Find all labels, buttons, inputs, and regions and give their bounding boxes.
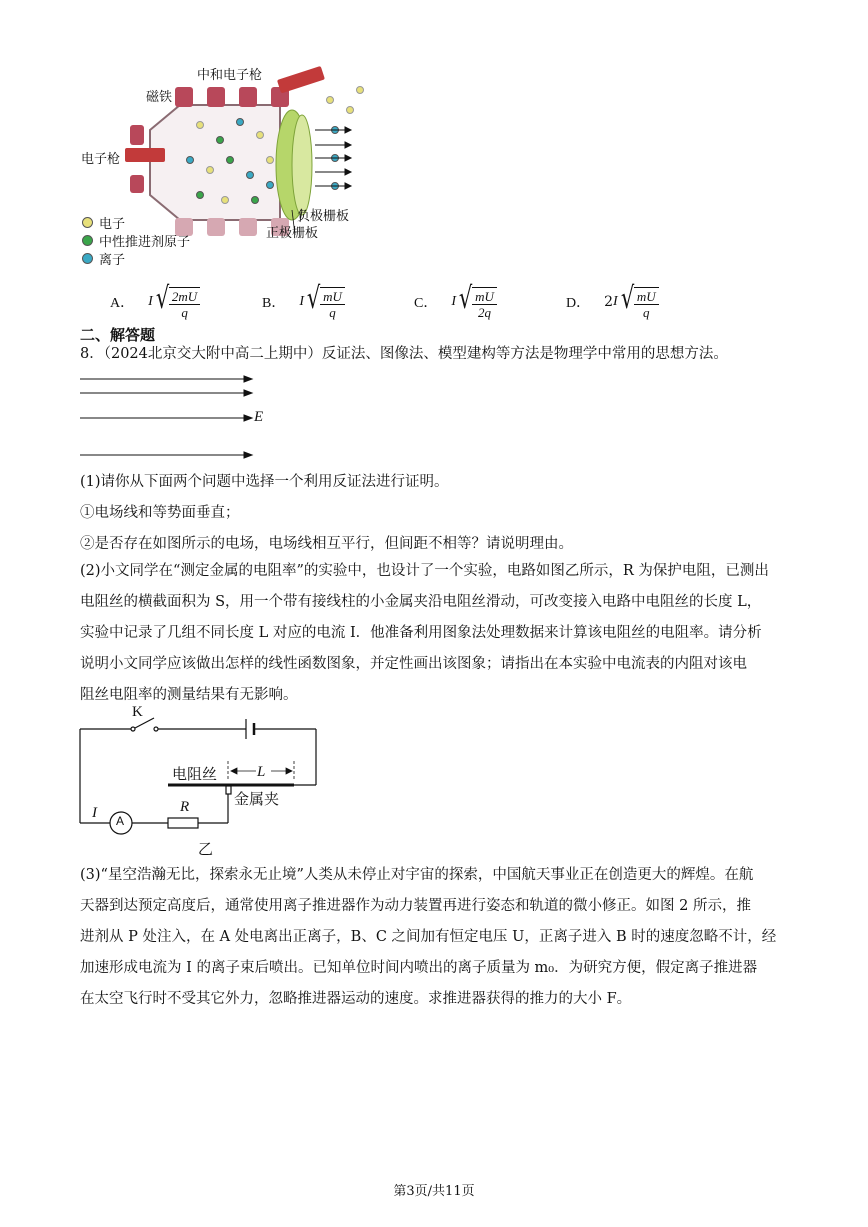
section-title: 二、解答题 — [80, 326, 156, 344]
neutral-gun — [277, 66, 325, 94]
label-resistor-r: R — [180, 799, 190, 815]
electron-gun — [125, 148, 165, 162]
field-label-e: E — [254, 409, 264, 425]
label-current-i: I — [92, 805, 97, 821]
option-b[interactable]: B． I √ $\frac{mU}{q}$ — [262, 283, 345, 320]
magnet-top-1 — [175, 87, 193, 107]
legend-ion: 离子 — [82, 249, 125, 268]
label-metal-clip: 金属夹 — [234, 790, 280, 808]
q8-part2: (2)小文同学在“测定金属的电阻率”的实验中，也设计了一个实验，电路如图乙所示，R 为保护电阻，已测出 电阻丝的横截面积为 S，用一个带有接线柱的小金属夹沿电阻丝滑动，可改变接入电路中电阻丝的长度 L， 实验中记录了几组不同长度 L 对应的电流 I．他准备利用图象法处理数据来计算该电阻丝的电阻率。请分析 说明小文同学应该做出怎样的线性函数图象，并定性画出该图象；请指出在本实验中电流表的内阻对该电 阻丝电阻率的测量结果有无影响。 — [80, 563, 769, 703]
label-pos-grid: 正极栅板 — [266, 226, 319, 241]
field-lines-figure — [78, 370, 278, 460]
ion-arrows — [315, 127, 351, 189]
magnet-side-2 — [130, 175, 144, 193]
neg-grid — [292, 115, 312, 215]
option-d[interactable]: D． 2 I √ $\frac{mU}{q}$ — [566, 283, 659, 320]
label-neutral-gun: 中和电子枪 — [197, 68, 263, 83]
legend-electron: 电子 — [82, 213, 125, 232]
page-footer: 第3页/共11页 — [393, 1184, 475, 1199]
q8-part1: (1)请你从下面两个问题中选择一个利用反证法进行证明。 ①电场线和等势面垂直； ②是否存在如图所示的电场，电场线相互平行，但间距不相等？请说明理由。 — [80, 474, 573, 552]
electron-dot — [82, 217, 93, 228]
label-magnet: 磁铁 — [146, 90, 173, 105]
label-switch-k: K — [132, 704, 143, 720]
label-ammeter-a: A — [116, 814, 125, 828]
chamber-body — [150, 105, 280, 220]
circuit-caption: 乙 — [198, 840, 214, 858]
option-a[interactable]: A． I √ $\frac{2mU}{q}$ — [110, 283, 200, 320]
q8-part3: (3)“星空浩瀚无比，探索永无止境”人类从未停止对宇宙的探索，中国航天事业正在创造更大的辉煌。在航 天器到达预定高度后，通常使用离子推进器作为动力装置再进行姿态和轨道的微小修正。如图 2 所示，推 进剂从 P 处注入，在 A 处电离出正离子，B、C 之间加有恒定电压 U，正离子进入 B 时的速度忽略不计，经 加速形成电流为 I 的离子束后喷出。已知单位时间内喷出的离子质量为 m₀．为研究方便，假定离子推进器 在太空飞行时不受其它外力，忽略推进器运动的速度。求推进器获得的推力的大小 F。 — [80, 867, 777, 1007]
magnet-side-1 — [130, 125, 144, 145]
label-length-l: L — [257, 764, 266, 780]
magnet-bottom-3 — [239, 218, 257, 236]
label-electron-gun: 电子枪 — [81, 152, 121, 167]
option-c[interactable]: C． I √ $\frac{mU}{2q}$ — [414, 283, 497, 320]
label-resistance-wire: 电阻丝 — [172, 765, 218, 783]
atom-dot — [82, 235, 93, 246]
ion-dot — [82, 253, 93, 264]
q8-stem: 8．（2024北京交大附中高二上期中）反证法、图像法、模型建构等方法是物理学中常用的思想方法。 — [80, 346, 728, 362]
resistor-r — [168, 818, 198, 828]
label-neg-grid: 负极栅板 — [297, 209, 350, 224]
magnet-bottom-2 — [207, 218, 225, 236]
magnet-top-2 — [207, 87, 225, 107]
legend-atom: 中性推进剂原子 — [82, 231, 190, 250]
metal-clip — [226, 786, 231, 794]
magnet-top-3 — [239, 87, 257, 107]
